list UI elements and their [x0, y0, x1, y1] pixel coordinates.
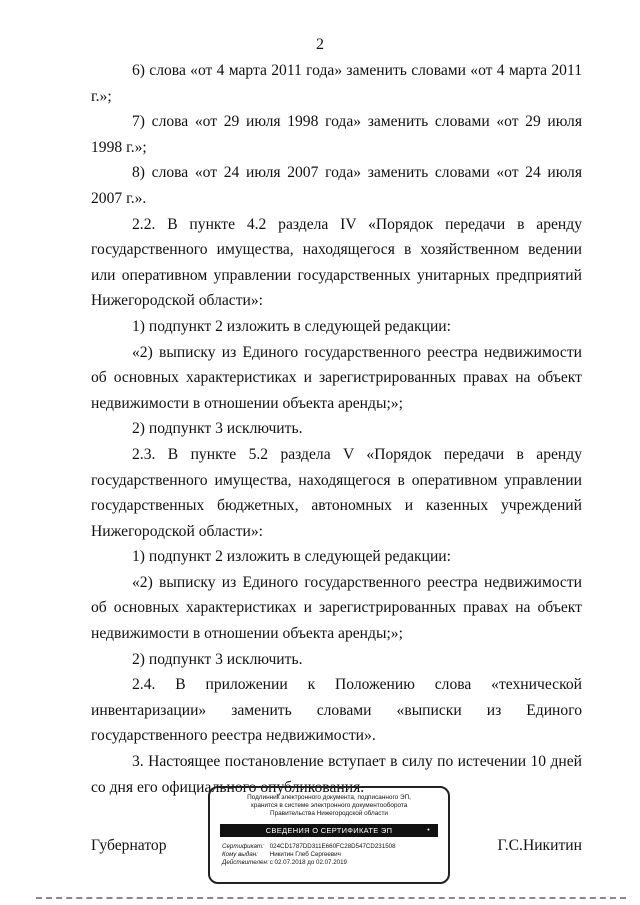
stamp-details	[222, 843, 448, 867]
paragraph-3: 3. Настоящее постановление вступает в силу по истечении 10 дней со дня его официального опубликования.	[91, 753, 582, 796]
paragraph-2-2: 2.2. В пункте 4.2 раздела IV «Порядок передачи в аренду государственного имущества, находящегося в хозяйственном ведении или оперативном управлении государственных унитарных предприятий Нижегородской области»:	[91, 215, 582, 310]
stamp-header-line: Подлинник электронного документа, подписанного ЭП,	[247, 794, 411, 801]
paragraph-2-3-quote: «2) выписку из Единого государственного реестра недвижимости об основных характеристиках и зарегистрированных правах на объект недвижимости в отношении объекта аренды;»;	[91, 573, 582, 643]
paragraph-2-2-sub1: 1) подпункт 2 изложить в следующей редакции:	[132, 317, 451, 335]
stamp-title-bar	[220, 824, 438, 837]
stamp-title: СВЕДЕНИЯ О СЕРТИФИКАТЕ ЭП	[265, 826, 393, 835]
stamp-header	[210, 794, 448, 818]
stamp-value: с 02.07.2018 до 02.07.2019	[269, 859, 347, 866]
stamp-label: Сертификат:	[222, 843, 264, 850]
stamp-label: Действителен:	[222, 859, 269, 866]
page-bottom-divider	[36, 897, 626, 902]
stamp-value: Никитин Глеб Сергеевич	[269, 851, 341, 858]
signatory-name: Г.С.Никитин	[497, 837, 582, 854]
paragraph-2-3: 2.3. В пункте 5.2 раздела V «Порядок передачи в аренду государственного имущества, находящегося в оперативном управлении государственных бюджетных, автономных и казенных учреждений Нижегородской области»:	[91, 445, 582, 540]
paragraph-item-7: 7) слова «от 29 июля 1998 года» заменить словами «от 29 июля 1998 г.»;	[91, 113, 582, 156]
paragraph-2-3-sub2: 2) подпункт 3 исключить.	[132, 650, 303, 668]
document-body	[91, 58, 582, 800]
bullet-icon: •	[427, 827, 430, 834]
paragraph-2-4: 2.4. В приложении к Положению слова «технической инвентаризации» заменить словами «выписки из Единого государственного реестра недвижимости».	[91, 676, 582, 745]
stamp-row-valid	[222, 859, 448, 867]
stamp-label: Кому выдан:	[222, 851, 258, 858]
stamp-header-line: хранится в системе электронного документооборота	[250, 802, 408, 809]
signatory-role: Губернатор	[91, 837, 167, 854]
stamp-header-line: Правительства Нижегородской области	[269, 810, 389, 817]
stamp-row-certificate	[222, 843, 448, 851]
stamp-row-issued-to	[222, 851, 448, 859]
page-number: 2	[316, 36, 324, 53]
electronic-signature-stamp	[208, 786, 450, 884]
paragraph-item-6: 6) слова «от 4 марта 2011 года» заменить словами «от 4 марта 2011 г.»;	[91, 62, 582, 105]
paragraph-2-2-sub2: 2) подпункт 3 исключить.	[132, 420, 303, 438]
paragraph-item-8: 8) слова «от 24 июля 2007 года» заменить словами «от 24 июля 2007 г.».	[91, 164, 582, 207]
stamp-value: 024CD1787DD311E660FC28D547CD231508	[269, 843, 396, 850]
paragraph-2-2-quote: «2) выписку из Единого государственного реестра недвижимости об основных характеристиках и зарегистрированных правах на объект недвижимости в отношении объекта аренды;»;	[91, 343, 582, 412]
paragraph-2-3-sub1: 1) подпункт 2 изложить в следующей редакции:	[132, 548, 451, 566]
